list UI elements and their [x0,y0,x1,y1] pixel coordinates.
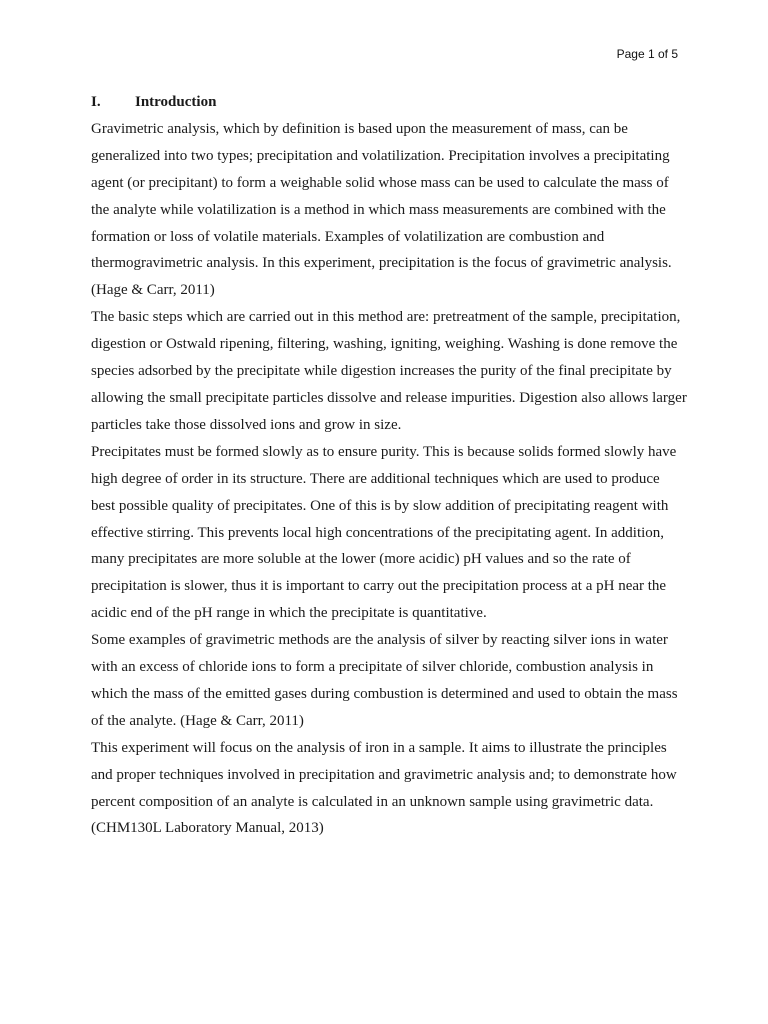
section-title: Introduction [135,94,217,110]
document-body [91,89,687,842]
paragraph-3: Precipitates must be formed slowly as to ensure purity. This is because solids formed slowly have high degree of order in its structure. There are additional techniques which are used to produce best possible quality of precipitates. One of this is by slow addition of precipitating reagent with effective stirring. This prevents local high concentrations of the precipitating agent. In addition, many precipitates are more soluble at the lower (more acidic) pH values and so the rate of precipitation is slower, thus it is important to carry out the precipitation process at a pH near the acidic end of the pH range in which the precipitate is quantitative. [91,443,677,622]
paragraph-2: The basic steps which are carried out in this method are: pretreatment of the sample, precipitation, digestion or Ostwald ripening, filtering, washing, igniting, weighing. Washing is done remove the species adsorbed by the precipitate while digestion increases the purity of the final precipitate by allowing the small precipitate particles dissolve and release impurities. Digestion also allows larger particles take those dissolved ions and grow in size. [91,309,687,433]
page-number: Page 1 of 5 [616,47,678,61]
paragraph-4: Some examples of gravimetric methods are the analysis of silver by reacting silver ions in water with an excess of chloride ions to form a precipitate of silver chloride, combustion analysis in which the mass of the emitted gases during combustion is determined and used to obtain the mass of the analyte. (Hage & Carr, 2011) [91,632,678,729]
paragraph-5: This experiment will focus on the analysis of iron in a sample. It aims to illustrate the principles and proper techniques involved in precipitation and gravimetric analysis and; to demonstrate how percent composition of an analyte is calculated in an unknown sample using gravimetric data. (CHM130L Laboratory Manual, 2013) [91,739,677,837]
paragraph-1: Gravimetric analysis, which by definition is based upon the measurement of mass, can be generalized into two types; precipitation and volatilization. Precipitation involves a precipitating agent (or precipitant) to form a weighable solid whose mass can be used to calculate the mass of the analyte while volatilization is a method in which mass measurements are combined with the formation or loss of volatile materials. Examples of volatilization are combustion and thermogravimetric analysis. In this experiment, precipitation is the focus of gravimetric analysis. (Hage & Carr, 2011) [91,120,672,299]
section-number: I. [91,94,101,110]
section-heading [91,89,687,116]
